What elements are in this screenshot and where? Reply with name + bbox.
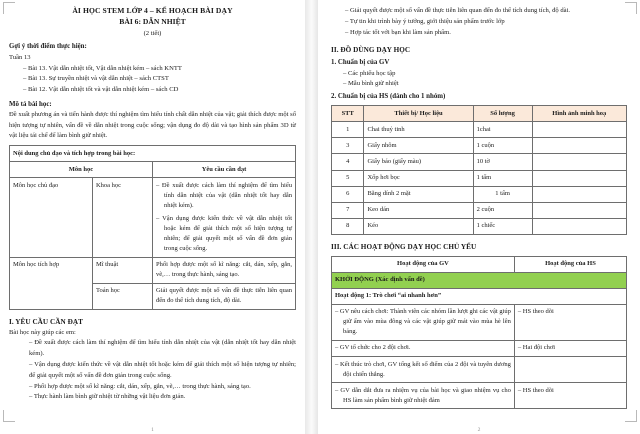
material-stt: 7 [332, 202, 364, 218]
table-row [332, 138, 627, 154]
subject-table-caption: Nội dung chủ đạo và tích hợp trong bài học: [10, 146, 296, 162]
subject-name-science: Khoa học [92, 178, 152, 257]
material-name: Giấy nhôm [364, 138, 473, 154]
material-image [532, 122, 626, 138]
column-header-hs: Hoạt động của HS [514, 256, 626, 272]
activity-banner: KHỞI ĐỘNG (Xác định vấn đề) [332, 272, 627, 288]
column-header-image: Hình ảnh minh hoạ [532, 106, 626, 122]
table-row [10, 146, 296, 162]
requirement-cell-art: Phối hợp được một số kĩ năng: cắt, dán, xếp, gắn, vẽ,… trong thực hành, sáng tạo. [152, 257, 295, 283]
activity-gv-cell: – GV tổ chức cho 2 đội chơi. [332, 340, 515, 356]
activity-hs-cell: – HS theo dõi [514, 383, 626, 409]
section-heading-ii: II. ĐỒ DÙNG DẠY HỌC [331, 46, 411, 55]
material-name: Giấy báo (giấy màu) [364, 154, 473, 170]
subject-group-integrated: Môn học tích hợp [10, 257, 93, 309]
table-row [332, 340, 627, 356]
timing-item: – Bài 13. Sự truyền nhiệt và vật dẫn nhiệt – sách CTST [23, 75, 169, 83]
material-image [532, 154, 626, 170]
section-i-item: – Thực hành làm bình giữ nhiệt từ những vật liệu đơn giản. [29, 393, 186, 401]
document-duration: (2 tiết) [143, 29, 162, 37]
table-row [10, 257, 296, 283]
column-header-item: Thiết bị/ Học liệu [364, 106, 473, 122]
material-name: Xốp hơi bọc [364, 170, 473, 186]
timing-heading: Gợi ý thời điểm thực hiện: [9, 43, 87, 51]
student-prep-heading: 2. Chuẩn bị của HS (dành cho 1 nhóm) [331, 92, 446, 100]
material-stt: 8 [332, 218, 364, 234]
crop-mark-bottom-left-icon [3, 410, 15, 422]
material-qty: 1 chiếc [473, 218, 532, 234]
section-i-item: – Vận dụng được kiến thức về vật dẫn nhiệt tốt hoặc kém để giải thích một số hiện tượng tự nhiên; để giải quyết một số vấn đề đơn giản trong cuộc sống. [29, 361, 296, 379]
material-name: Băng dính 2 mặt [364, 186, 473, 202]
requirement-cell-science [152, 178, 295, 257]
document-page-1[interactable] [0, 0, 305, 434]
document-title-line-2: BÀI 6: DẪN NHIỆT [119, 16, 186, 26]
timing-item: – Bài 13. Vật dẫn nhiệt tốt, Vật dẫn nhiệt kém – sách KNTT [23, 64, 182, 72]
table-row [332, 304, 627, 340]
material-image [532, 218, 626, 234]
column-header-subject: Môn học [10, 162, 153, 178]
section-i-item: – Đề xuất được cách làm thí nghiệm để tìm hiểu tính dẫn nhiệt của vật (dẫn nhiệt tốt hay dẫn nhiệt kém). [29, 339, 296, 358]
column-header-stt: STT [332, 106, 364, 122]
section-i-lead: Bài học này giúp các em: [9, 328, 76, 336]
material-name: Chai thuỷ tinh [364, 122, 473, 138]
crop-mark-bottom-right-icon [625, 410, 637, 422]
teacher-prep-item: – Mẫu bình giữ nhiệt [343, 80, 399, 88]
section-i-item: – Phối hợp được một số kĩ năng: cắt, dán, xếp, gắn, vẽ,… trong thực hành, sáng tạo. [29, 382, 251, 390]
material-qty: 1 tấm [473, 170, 532, 186]
section-heading-iii: III. CÁC HOẠT ĐỘNG DẠY HỌC CHỦ YẾU [331, 242, 477, 251]
page-number-2: 2 [477, 427, 481, 433]
table-row [10, 178, 296, 257]
teacher-prep-heading: 1. Chuẩn bị của GV [331, 59, 390, 67]
document-title-line-1: ÀI HỌC STEM LỚP 4 – KẾ HOẠCH BÀI DẠY [72, 6, 233, 15]
activity-gv-cell [332, 304, 515, 340]
timing-item: – Bài 12. Vật dẫn nhiệt tốt và vật dẫn nhiệt kém – sách CD [23, 85, 179, 93]
activity-gv-cell [332, 383, 515, 409]
materials-table [331, 105, 627, 235]
page-number-1: 1 [151, 427, 154, 433]
subject-name-math: Toán học [92, 283, 152, 309]
requirement-item: – Vận dụng được kiến thức về vật dẫn nhiệt tốt hoặc kém để giải thích một số hiện tượng tự nhiên; để giải quyết một số vấn đề đơn giản trong cuộc sống. [155, 214, 292, 253]
description-heading: Mô tả bài học: [9, 100, 52, 108]
document-page-2[interactable] [318, 0, 640, 434]
material-qty: 1 tấm [473, 186, 532, 202]
continued-item: – Giải quyết được một số vấn đề thực tiễn liên quan đến đo thể tích dung tích, độ dài. [345, 7, 571, 14]
material-image [532, 202, 626, 218]
table-row [332, 170, 627, 186]
material-qty: 1 cuộn [473, 138, 532, 154]
material-image [532, 170, 626, 186]
material-qty: 1chai [473, 122, 532, 138]
table-row [332, 202, 627, 218]
material-stt: 5 [332, 170, 364, 186]
column-header-requirement: Yêu cầu cần đạt [152, 162, 295, 178]
activity-gv-cell [332, 357, 515, 383]
activity-hs-cell: – Hai đội chơi [514, 340, 626, 356]
table-row [332, 218, 627, 234]
table-header-row [332, 106, 627, 122]
requirement-item: – Đề xuất được cách làm thí nghiệm để tìm hiểu tính dẫn nhiệt của vật (dẫn nhiệt tốt hay dẫn nhiệt kém). [155, 181, 292, 209]
material-qty: 10 tờ [473, 154, 532, 170]
timing-week: Tuần 13 [9, 53, 31, 61]
page-gutter [305, 0, 318, 434]
activity-gv-text: – GV dẫn dắt đưa ra nhiệm vụ của bài học và giao nhiệm vụ cho HS làm sản phẩm bình giữ nhiệt đảm [335, 386, 511, 404]
teacher-prep-item: – Các phiếu học tập [343, 69, 396, 77]
table-header-row [332, 256, 627, 272]
column-header-gv: Hoạt động của GV [332, 256, 515, 272]
subject-name-art: Mĩ thuật [92, 257, 152, 283]
activity-title: Hoạt động 1: Trò chơi “ai nhanh hơn” [332, 288, 627, 304]
table-row [332, 122, 627, 138]
activity-gv-text: – GV nêu cách chơi: Thành viên các nhóm lần lượt ghi các vật giúp giữ ấm vào mùa đông và các vật giúp giữ mát vào mùa hè lên bảng. [335, 308, 511, 336]
activity-hs-cell [514, 357, 626, 383]
subject-requirements-table [9, 145, 296, 310]
table-row [332, 186, 627, 202]
subject-group-main: Môn học chủ đạo [10, 178, 93, 257]
material-stt: 3 [332, 138, 364, 154]
table-row [332, 383, 627, 409]
material-stt: 1 [332, 122, 364, 138]
activity-gv-text: – Kết thúc trò chơi, GV tổng kết số điểm của 2 đội và tuyên dương đội chiến thắng. [335, 360, 511, 378]
table-banner-row [332, 272, 627, 288]
section-heading-i: I. YÊU CẦU CẦN ĐẠT [9, 317, 83, 326]
column-header-qty: Số lượng [473, 106, 532, 122]
activity-hs-cell: – HS theo dõi [514, 304, 626, 340]
activities-table [331, 256, 627, 410]
description-body: Đề xuất phương án và tiến hành được thí nghiệm tìm hiểu tính chất dẫn nhiệt của vật; giải thích được một số hiện tượng tự nhiên, vấn đề về dẫn nhiệt trong cuộc sống; vận dụng đo độ dài và tạo hình sản phẩm 3D từ vật liệu tái chế để làm bình giữ nhiệt. [9, 111, 296, 140]
continued-item: – Tự tin khi trình bày ý tưởng, giới thiệu sản phẩm trước lớp [345, 17, 505, 25]
material-name: Keo dán [364, 202, 473, 218]
continued-item: – Hợp tác tốt với bạn khi làm sản phẩm. [345, 28, 451, 36]
table-header-row [10, 162, 296, 178]
material-qty: 2 cuộn [473, 202, 532, 218]
material-image [532, 186, 626, 202]
table-row [332, 154, 627, 170]
table-row [332, 357, 627, 383]
requirement-cell-math: Giải quyết được một số vấn đề thực tiễn liên quan đến đo thể tích dung tích, độ dài. [152, 283, 295, 309]
table-row [332, 288, 627, 304]
material-stt: 6 [332, 186, 364, 202]
material-stt: 4 [332, 154, 364, 170]
material-image [532, 138, 626, 154]
material-name: Kéo [364, 218, 473, 234]
